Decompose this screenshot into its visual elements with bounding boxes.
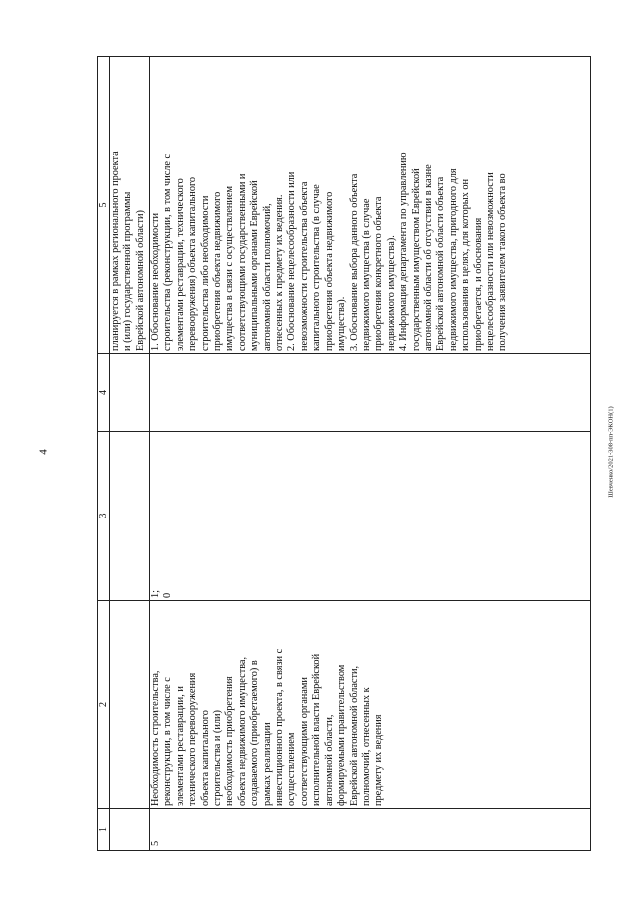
criterion-line: Необходимость строительства, bbox=[150, 670, 161, 806]
criterion-line: соответствующими органами bbox=[298, 677, 310, 806]
criterion-line: строительства и (или) bbox=[212, 710, 224, 806]
cont-cell-3 bbox=[110, 432, 150, 601]
criterion-line: осуществлением bbox=[286, 732, 298, 806]
documents-line: строительства (реконструкции, в том числе с bbox=[162, 153, 174, 351]
documents-line: муниципальными органами Еврейской bbox=[249, 180, 261, 351]
header-col-5: 5 bbox=[98, 57, 110, 354]
documents-line: 1. Обоснование необходимости bbox=[150, 212, 161, 351]
score-value: 1; bbox=[150, 589, 161, 598]
cont-cell-5 bbox=[110, 57, 150, 354]
score-cell bbox=[150, 432, 591, 601]
documents-cell bbox=[150, 57, 591, 354]
documents-line: имущества в связи с осуществлением bbox=[224, 186, 236, 351]
documents-line: соответствующими государственными и bbox=[236, 173, 248, 351]
row-number: 5 bbox=[150, 809, 591, 851]
documents-line: получения заявителем такого объекта во bbox=[497, 173, 509, 351]
documents-line: имущества). bbox=[336, 296, 348, 351]
documents-line: перевооружения) объекта капитального bbox=[187, 176, 199, 351]
documents-line: недвижимого имущества). bbox=[385, 235, 397, 351]
criterion-line: предмету их ведения bbox=[373, 714, 385, 806]
documents-line: приобретения конкретного объекта bbox=[373, 196, 385, 351]
criterion-line: необходимость приобретения bbox=[224, 676, 236, 806]
criterion-line: исполнительной власти Еврейской bbox=[311, 653, 323, 806]
documents-line: автономной области об отсутствии в казне bbox=[422, 164, 434, 351]
weight-cell bbox=[150, 354, 591, 432]
header-col-4: 4 bbox=[98, 354, 110, 432]
document-code: Шевченко/2021-308-пп-ЭКОН(1) bbox=[607, 406, 615, 498]
documents-line: капитального строительства (в случае bbox=[311, 184, 323, 351]
criterion-line: реконструкции, в том числе с bbox=[162, 677, 174, 806]
criterion-line: полномочий, отнесенных к bbox=[360, 687, 372, 806]
documents-line: государственным имуществом Еврейской bbox=[410, 168, 422, 351]
documents-line: нецелесообразности или невозможности bbox=[484, 172, 496, 351]
documents-line: 3. Обоснование выбора данного объекта bbox=[348, 173, 360, 351]
cont-cell-2 bbox=[110, 601, 150, 809]
documents-line: элементами реставрации, технического bbox=[174, 178, 186, 351]
criterion-line: создаваемого (приобретаемого) в bbox=[249, 660, 261, 806]
score-value: 0 bbox=[162, 592, 174, 598]
cont-cell-1 bbox=[110, 809, 150, 851]
documents-line: приобретения объекта недвижимого bbox=[212, 191, 224, 351]
documents-line: недвижимого имущества (в случае bbox=[360, 198, 372, 351]
documents-line: недвижимого имущества, пригодного для bbox=[447, 168, 459, 351]
documents-line: Еврейской автономной области объекта bbox=[435, 176, 447, 351]
criterion-line: Еврейской автономной области, bbox=[348, 665, 360, 806]
criterion-line: формируемыми правительством bbox=[336, 664, 348, 806]
documents-line: автономной области полномочий, bbox=[261, 203, 273, 351]
rotated-table-container bbox=[97, 57, 591, 851]
criterion-line: технического перевооружения bbox=[187, 672, 199, 806]
documents-line: невозможности строительства объекта bbox=[298, 181, 310, 351]
criterion-line: инвестиционного проекта, в связи с bbox=[274, 648, 286, 806]
documents-line: приобретения объекта недвижимого bbox=[323, 191, 335, 351]
documents-line: 4. Информация департамента по управлению bbox=[398, 152, 410, 351]
continuation-row bbox=[110, 57, 150, 851]
header-row bbox=[98, 57, 110, 851]
cont-cell-4 bbox=[110, 354, 150, 432]
page-number: 4 bbox=[37, 449, 50, 455]
cont-line: и (или) государственной программы bbox=[122, 191, 134, 351]
header-col-3: 3 bbox=[98, 432, 110, 601]
criterion-line: элементами реставрации, и bbox=[174, 686, 186, 806]
documents-line: использования в целях, для которых он bbox=[460, 178, 472, 351]
header-col-2: 2 bbox=[98, 601, 110, 809]
criteria-table bbox=[97, 56, 591, 851]
documents-line: приобретается, и обоснования bbox=[472, 217, 484, 351]
cont-line: Еврейской автономной области) bbox=[134, 210, 146, 351]
documents-line: отнесенных к предмету их ведения. bbox=[274, 194, 286, 351]
criterion-line: рамках реализации bbox=[261, 722, 273, 806]
documents-line: 2. Обоснование нецелесообразности или bbox=[286, 171, 298, 351]
criterion-line: автономной области, bbox=[323, 714, 335, 806]
criterion-cell bbox=[150, 601, 591, 809]
table-row bbox=[150, 57, 591, 851]
header-col-1: 1 bbox=[98, 809, 110, 851]
criterion-line: объекта капитального bbox=[199, 710, 211, 806]
cont-line: планируется в рамках регионального проекта bbox=[110, 151, 121, 351]
criterion-line: объекта недвижимого имущества, bbox=[236, 656, 248, 806]
documents-line: строительства либо необходимости bbox=[199, 195, 211, 351]
